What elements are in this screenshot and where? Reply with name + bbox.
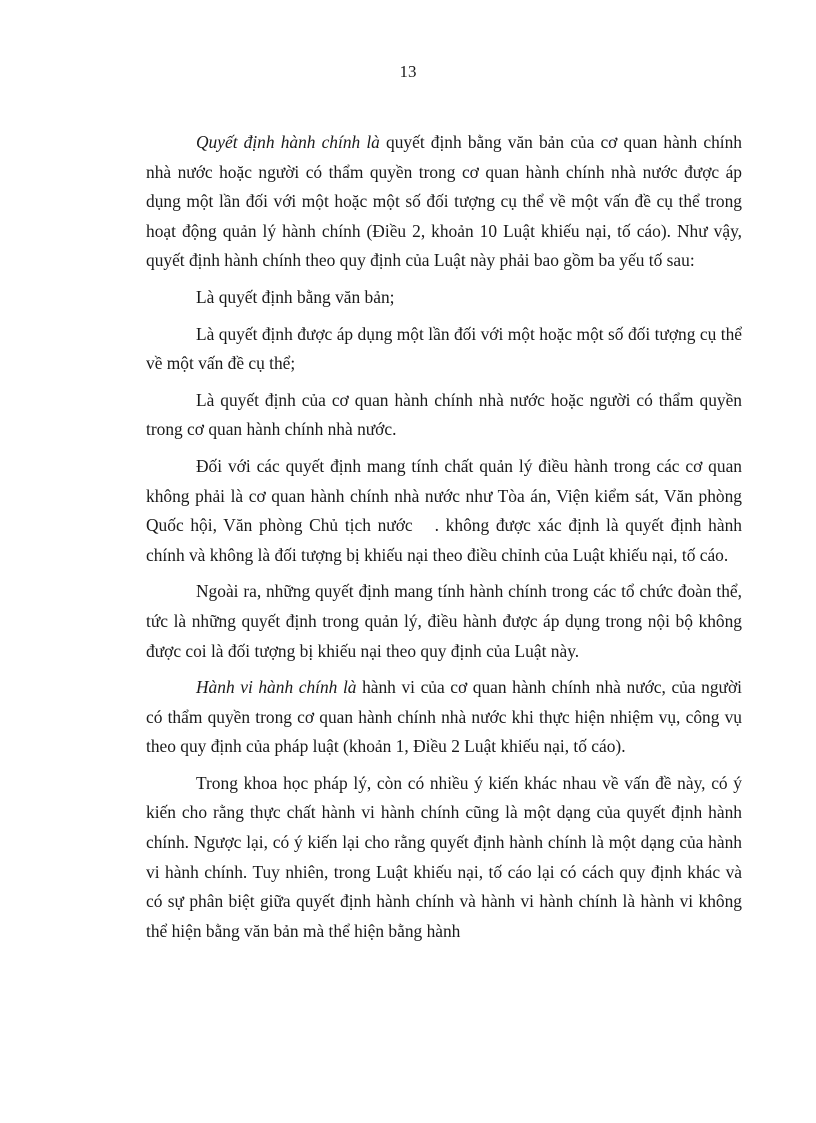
paragraph-text: hành vi của cơ quan hành chính nhà nước, của người có thẩm quyền trong cơ quan hành chính nhà nước khi thực hiện nhiệm vụ, công vụ theo quy định của pháp luật (khoản 1, Điều 2 Luật khiếu nại, tố cáo).: [146, 677, 743, 757]
paragraph-organizations: [146, 577, 742, 666]
paragraph-text: Đối với các quyết định mang tính chất quản lý điều hành trong các cơ quan không phải là cơ quan hành chính nhà nước như Tòa án, Viện kiểm sát, Văn phòng Quốc hội, Văn phòng Chủ tịch nước: [146, 455, 742, 536]
paragraph-text: Là quyết định được áp dụng một lần đối với một hoặc một số đối tượng cụ thể về một vấn đề cụ thể;: [146, 323, 742, 374]
paragraph-legal-science: [146, 769, 742, 947]
paragraph-text: Là quyết định bằng văn bản;: [196, 286, 395, 307]
paragraph-text: Trong khoa học pháp lý, còn có nhiều ý kiến khác nhau về vấn đề này, có ý kiến cho rằng thực chất hành vi hành chính cũng là một dạng của quyết định hành chính. Ngược lại, có ý kiến lại cho rằng quyết định hành chính là một dạng của hành vi hành chính. Tuy nhiên, trong Luật khiếu nại, tố cáo lại có cách quy định khác và có sự phân biệt giữa quyết định hành chính và hành vi hành chính là hành vi không thể hiện bằng văn bản mà thể hiện bằng hành: [146, 772, 742, 941]
paragraph-definition-act: [146, 673, 742, 762]
paragraph-element-3: [146, 386, 742, 445]
paragraph-text: Là quyết định của cơ quan hành chính nhà nước hoặc người có thẩm quyền trong cơ quan hành chính nhà nước.: [146, 389, 742, 440]
paragraph-element-2: [146, 320, 742, 379]
paragraph-text: quyết định bằng văn bản của cơ quan hành chính nhà nước hoặc người có thẩm quyền trong cơ quan hành chính nhà nước được áp dụng một lần đối với một hoặc một số đối tượng cụ thể về một vấn đề cụ thể trong hoạt động quản lý hành chính (Điều 2, khoản 10 Luật khiếu nại, tố cáo). Như vậy, quyết định hành chính theo quy định của Luật này phải bao gồm ba yếu tố sau:: [146, 132, 742, 271]
body-text: [146, 128, 742, 953]
term-act: Hành vi hành chính là: [196, 677, 357, 698]
paragraph-definition-decision: [146, 128, 742, 276]
paragraph-non-admin-bodies: [146, 452, 742, 570]
term-decision: Quyết định hành chính là: [196, 132, 380, 152]
page-number: 13: [399, 62, 417, 81]
paragraph-text: Ngoài ra, những quyết định mang tính hành chính trong các tổ chức đoàn thể, tức là những quyết định trong quản lý, điều hành được áp dụng trong nội bộ không được coi là đối tượng bị khiếu nại theo quy định của Luật này.: [146, 581, 742, 661]
paragraph-element-1: [146, 283, 742, 313]
paragraph-text-continued: . không được xác định là quyết định hành chính và không là đối tượng bị khiếu nại theo điều chỉnh của Luật khiếu nại, tố cáo.: [146, 515, 742, 565]
